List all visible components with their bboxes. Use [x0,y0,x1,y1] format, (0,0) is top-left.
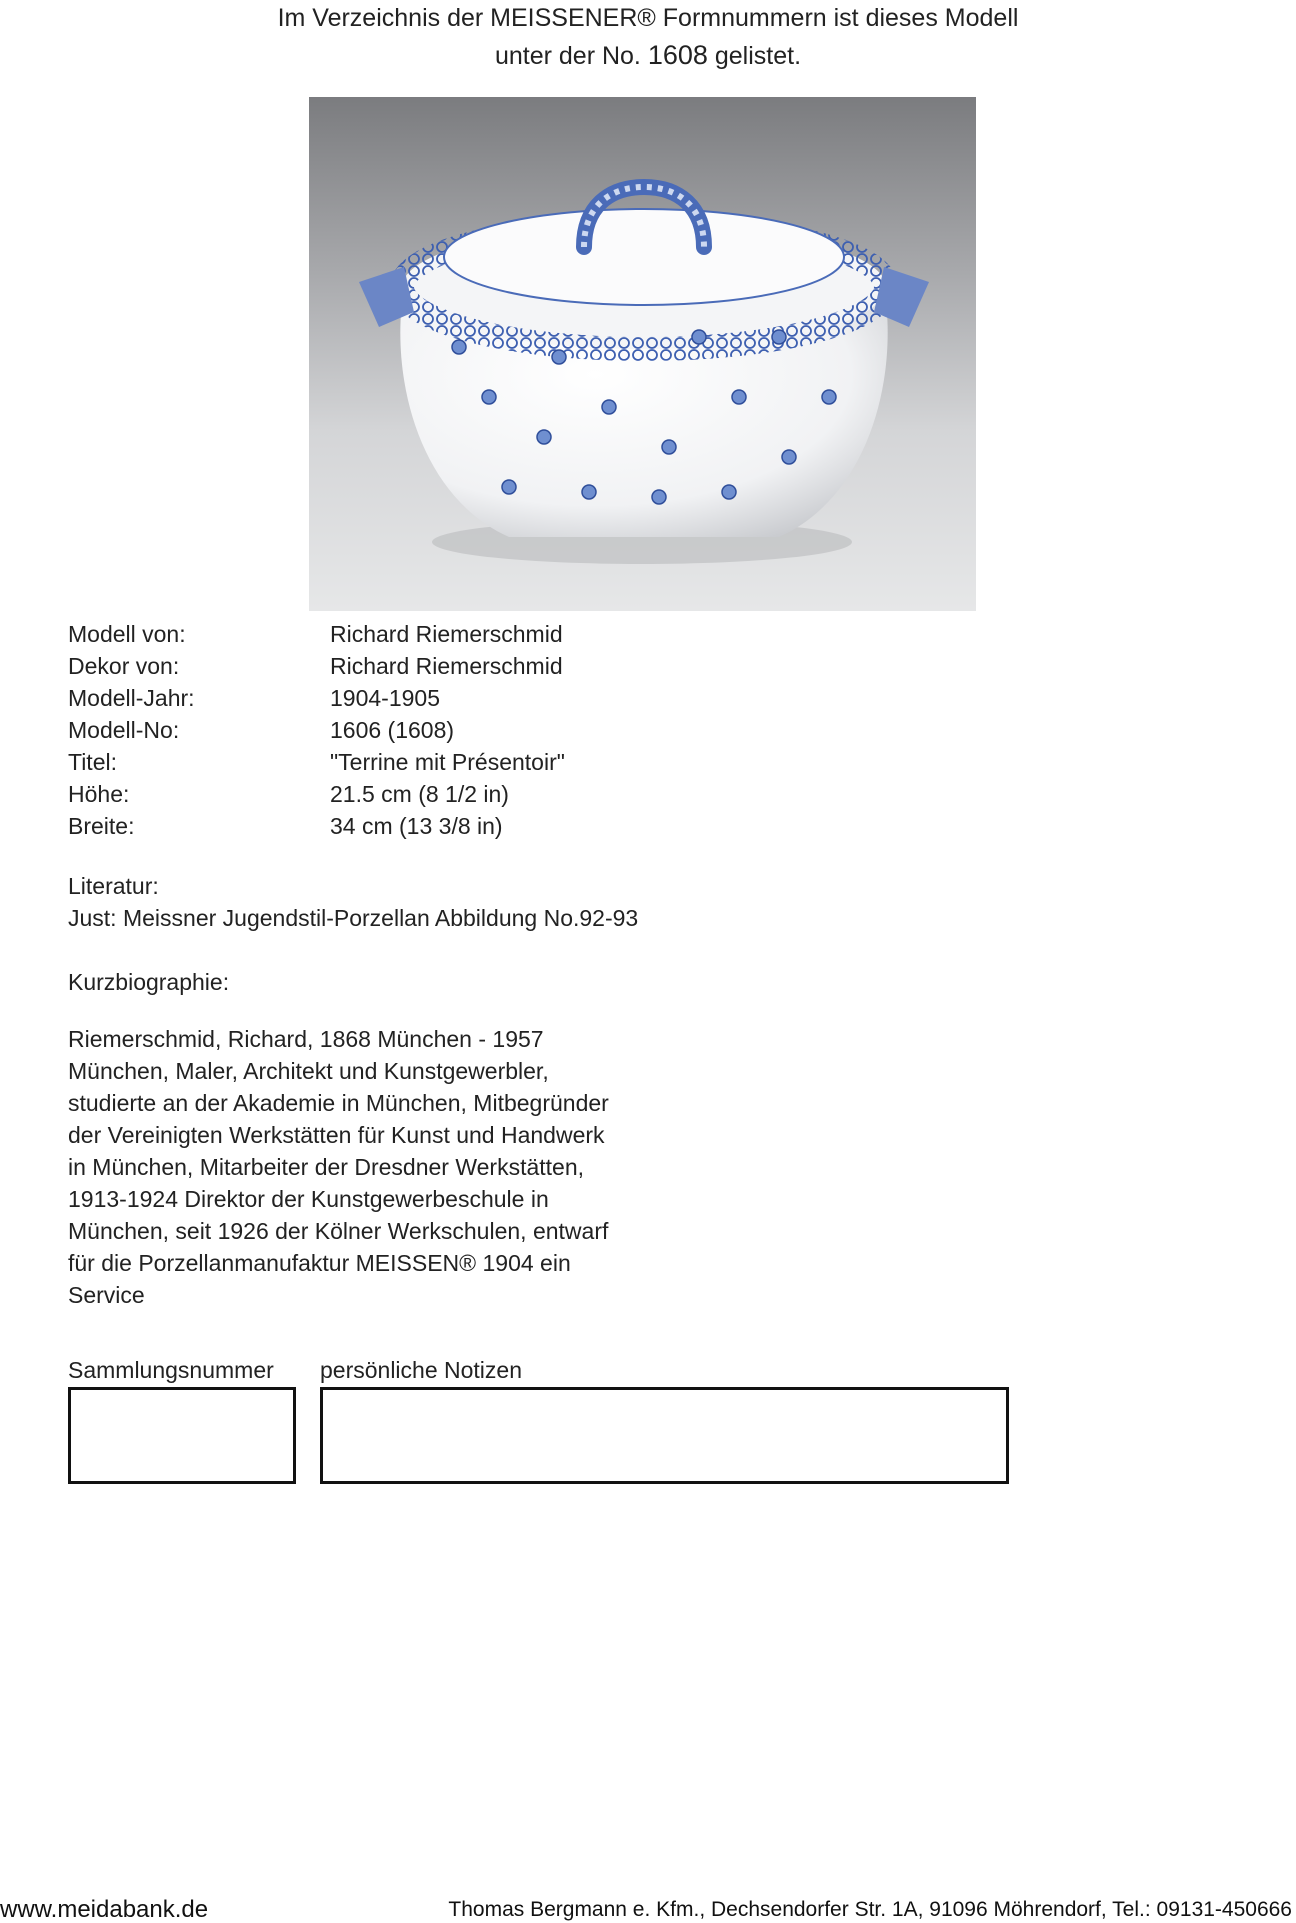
biography-heading: Kurzbiographie: [68,969,230,995]
tureen-illustration [309,97,976,611]
page-header [0,0,1296,75]
model-number: 1608 [647,40,708,70]
header-line-1: Im Verzeichnis der MEISSENER® Formnummern ist dieses Modell [277,4,1019,32]
detail-label: Breite: [68,813,135,839]
collection-number-label: Sammlungsnummer [68,1357,274,1383]
collection-number-field[interactable] [68,1387,296,1484]
biography-line: der Vereinigten Werkstätten für Kunst und Handwerk [68,1122,605,1148]
detail-value: 21.5 cm (8 1/2 in) [330,781,509,807]
detail-value: "Terrine mit Présentoir" [330,749,565,775]
detail-row [68,618,768,650]
detail-value: 1904-1905 [330,685,440,711]
detail-label: Modell von: [68,621,186,647]
biography-line: München, Maler, Architekt und Kunstgewerbler, [68,1058,549,1084]
biography-line: für die Porzellanmanufaktur MEISSEN® 1904 ein [68,1250,571,1276]
detail-row [68,746,768,778]
literature-text: Just: Meissner Jugendstil-Porzellan Abbildung No.92-93 [68,905,639,931]
detail-value: Richard Riemerschmid [330,621,563,647]
detail-label: Modell-No: [68,717,180,743]
detail-row [68,714,768,746]
header-line-2 [0,37,1296,75]
detail-row [68,682,768,714]
detail-row [68,778,768,810]
personal-notes-field[interactable] [320,1387,1009,1484]
footer-address: Thomas Bergmann e. Kfm., Dechsendorfer Str. 1A, 91096 Möhrendorf, Tel.: 09131-450666 [448,1898,1292,1921]
detail-label: Höhe: [68,781,130,807]
header-suffix: gelistet. [707,42,802,70]
biography-line: München, seit 1926 der Kölner Werkschulen, entwarf [68,1218,609,1244]
biography-line: Riemerschmid, Richard, 1868 München - 1957 [68,1026,544,1052]
detail-value: 34 cm (13 3/8 in) [330,813,503,839]
product-photo [309,97,976,611]
literature-section [68,870,638,934]
detail-row [68,650,768,682]
biography-text [68,1023,648,1311]
biography-line: in München, Mitarbeiter der Dresdner Werkstätten, [68,1154,585,1180]
detail-row [68,810,768,842]
detail-label: Titel: [68,749,117,775]
biography-line: Service [68,1282,145,1308]
details-table [68,618,768,842]
personal-notes-label: persönliche Notizen [320,1357,523,1383]
detail-label: Modell-Jahr: [68,685,195,711]
detail-value: Richard Riemerschmid [330,653,563,679]
biography-line: studierte an der Akademie in München, Mitbegründer [68,1090,609,1116]
literature-heading: Literatur: [68,873,159,899]
footer-website[interactable]: www.meidabank.de [0,1896,209,1923]
biography-line: 1913-1924 Direktor der Kunstgewerbeschule in [68,1186,549,1212]
detail-value: 1606 (1608) [330,717,455,743]
header-prefix: unter der No. [494,42,648,70]
detail-label: Dekor von: [68,653,180,679]
